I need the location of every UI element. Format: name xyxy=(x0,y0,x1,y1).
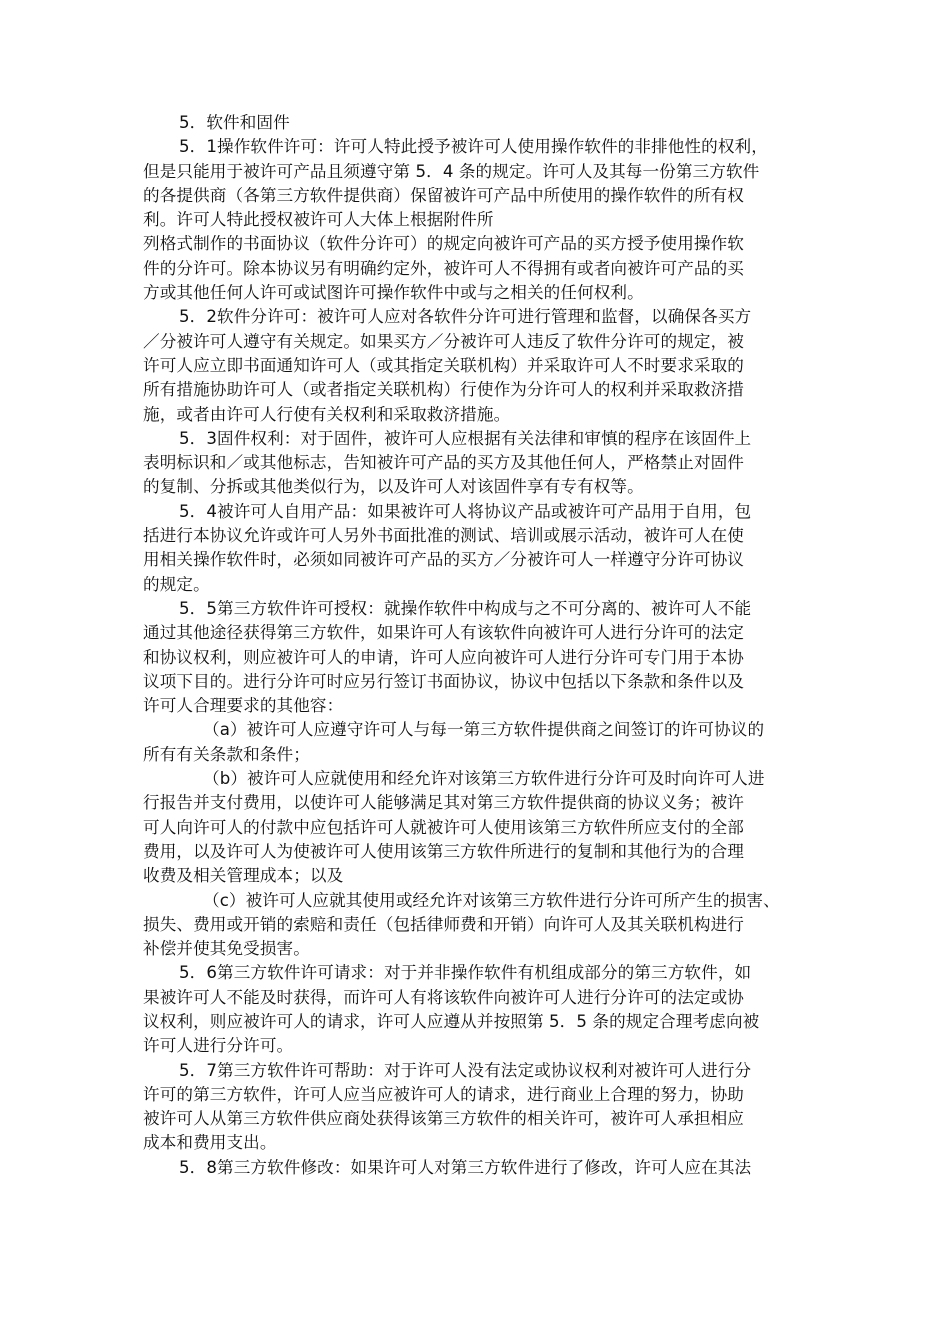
text-line: 所有措施协助许可人（或者指定关联机构）行使作为分许可人的权利并采取救济措 xyxy=(143,380,744,400)
text-line: 议权利，则应被许可人的请求，许可人应遵从并按照第 5．5 条的规定合理考虑向被 xyxy=(143,1011,760,1031)
text-line: 括进行本协议允许或许可人另外书面批准的测试、培训或展示活动，被许可人在使 xyxy=(143,526,744,546)
text-line: 5．6第三方软件许可请求：对于并非操作软件有机组成部分的第三方软件，如 xyxy=(179,963,752,983)
text-line: 列格式制作的书面协议（软件分许可）的规定向被许可产品的买方授予使用操作软 xyxy=(143,234,744,254)
text-line: 用相关操作软件时，必须如同被许可产品的买方／分被许可人一样遵守分许可协议 xyxy=(143,550,744,570)
text-line: 补偿并使其免受损害。 xyxy=(143,939,310,959)
text-line: 收费及相关管理成本；以及 xyxy=(143,866,344,886)
text-line: 被许可人从第三方软件供应商处获得该第三方软件的相关许可，被许可人承担相应 xyxy=(143,1109,744,1129)
text-line: 5．软件和固件 xyxy=(179,113,290,132)
text-line: 许可人应立即书面通知许可人（或其指定关联机构）并采取许可人不时要求采取的 xyxy=(143,355,744,375)
text-line: 的规定。 xyxy=(143,574,210,594)
text-line: （b）被许可人应就使用和经允许对该第三方软件进行分许可及时向许可人进 xyxy=(203,769,765,789)
text-line: ／分被许可人遵守有关规定。如果买方／分被许可人违反了软件分许可的规定，被 xyxy=(143,331,744,351)
text-line: 许可的第三方软件，许可人应当应被许可人的请求，进行商业上合理的努力，协助 xyxy=(143,1084,744,1104)
document-page xyxy=(143,111,807,1180)
text-line: 5．4被许可人自用产品：如果被许可人将协议产品或被许可产品用于自用，包 xyxy=(179,501,752,521)
text-line: 所有有关条款和条件； xyxy=(143,744,310,764)
text-line: 费用，以及许可人为使被许可人使用该第三方软件所进行的复制和其他行为的合理 xyxy=(143,841,744,861)
text-line: 和协议权利，则应被许可人的申请，许可人应向被许可人进行分许可专门用于本协 xyxy=(143,647,744,667)
text-line: 利。许可人特此授权被许可人大体上根据附件所 xyxy=(143,210,494,230)
text-line: 5．8第三方软件修改：如果许可人对第三方软件进行了修改，许可人应在其法 xyxy=(179,1157,752,1177)
text-line: 但是只能用于被许可产品且须遵守第 5．4 条的规定。许可人及其每一份第三方软件 xyxy=(143,161,760,181)
text-line: 许可人进行分许可。 xyxy=(143,1036,294,1056)
text-line: 成本和费用支出。 xyxy=(143,1133,277,1153)
text-line: 施，或者由许可人行使有关权利和采取救济措施。 xyxy=(143,404,511,424)
text-line: 方或其他任何人许可或试图许可操作软件中或与之相关的任何权利。 xyxy=(143,283,644,303)
text-line: 的复制、分拆或其他类似行为，以及许可人对该固件享有专有权等。 xyxy=(143,477,644,497)
text-line: 损失、费用或开销的索赔和责任（包括律师费和开销）向许可人及其关联机构进行 xyxy=(143,914,744,934)
text-line: （a）被许可人应遵守许可人与每一第三方软件提供商之间签订的许可协议的 xyxy=(203,720,765,740)
text-line: 行报告并支付费用，以使许可人能够满足其对第三方软件提供商的协议义务；被许 xyxy=(143,793,744,813)
text-line: 议项下目的。进行分许可时应另行签订书面协议，协议中包括以下条款和条件以及 xyxy=(143,671,744,691)
text-line: 可人向许可人的付款中应包括许可人就被许可人使用该第三方软件所应支付的全部 xyxy=(143,817,744,837)
text-line: 通过其他途径获得第三方软件，如果许可人有该软件向被许可人进行分许可的法定 xyxy=(143,623,744,643)
text-line: 果被许可人不能及时获得，而许可人有将该软件向被许可人进行分许可的法定或协 xyxy=(143,987,744,1007)
text-line: 表明标识和／或其他标志，告知被许可产品的买方及其他任何人，严格禁止对固件 xyxy=(143,453,744,473)
text-line: 许可人合理要求的其他容： xyxy=(143,696,344,716)
text-line: 5．7第三方软件许可帮助：对于许可人没有法定或协议权利对被许可人进行分 xyxy=(179,1060,752,1080)
text-line: 5．2软件分许可：被许可人应对各软件分许可进行管理和监督，以确保各买方 xyxy=(179,307,752,327)
text-line: 5．1操作软件许可：许可人特此授予被许可人使用操作软件的非排他性的权利， xyxy=(179,137,768,157)
text-line: 的各提供商（各第三方软件提供商）保留被许可产品中所使用的操作软件的所有权 xyxy=(143,185,744,205)
text-line: 件的分许可。除本协议另有明确约定外，被许可人不得拥有或者向被许可产品的买 xyxy=(143,258,744,278)
text-line: （c）被许可人应就其使用或经允许对该第三方软件进行分许可所产生的损害、 xyxy=(203,890,780,910)
text-line: 5．5第三方软件许可授权：就操作软件中构成与之不可分离的、被许可人不能 xyxy=(179,598,752,618)
text-line: 5．3固件权利：对于固件，被许可人应根据有关法律和审慎的程序在该固件上 xyxy=(179,428,752,448)
